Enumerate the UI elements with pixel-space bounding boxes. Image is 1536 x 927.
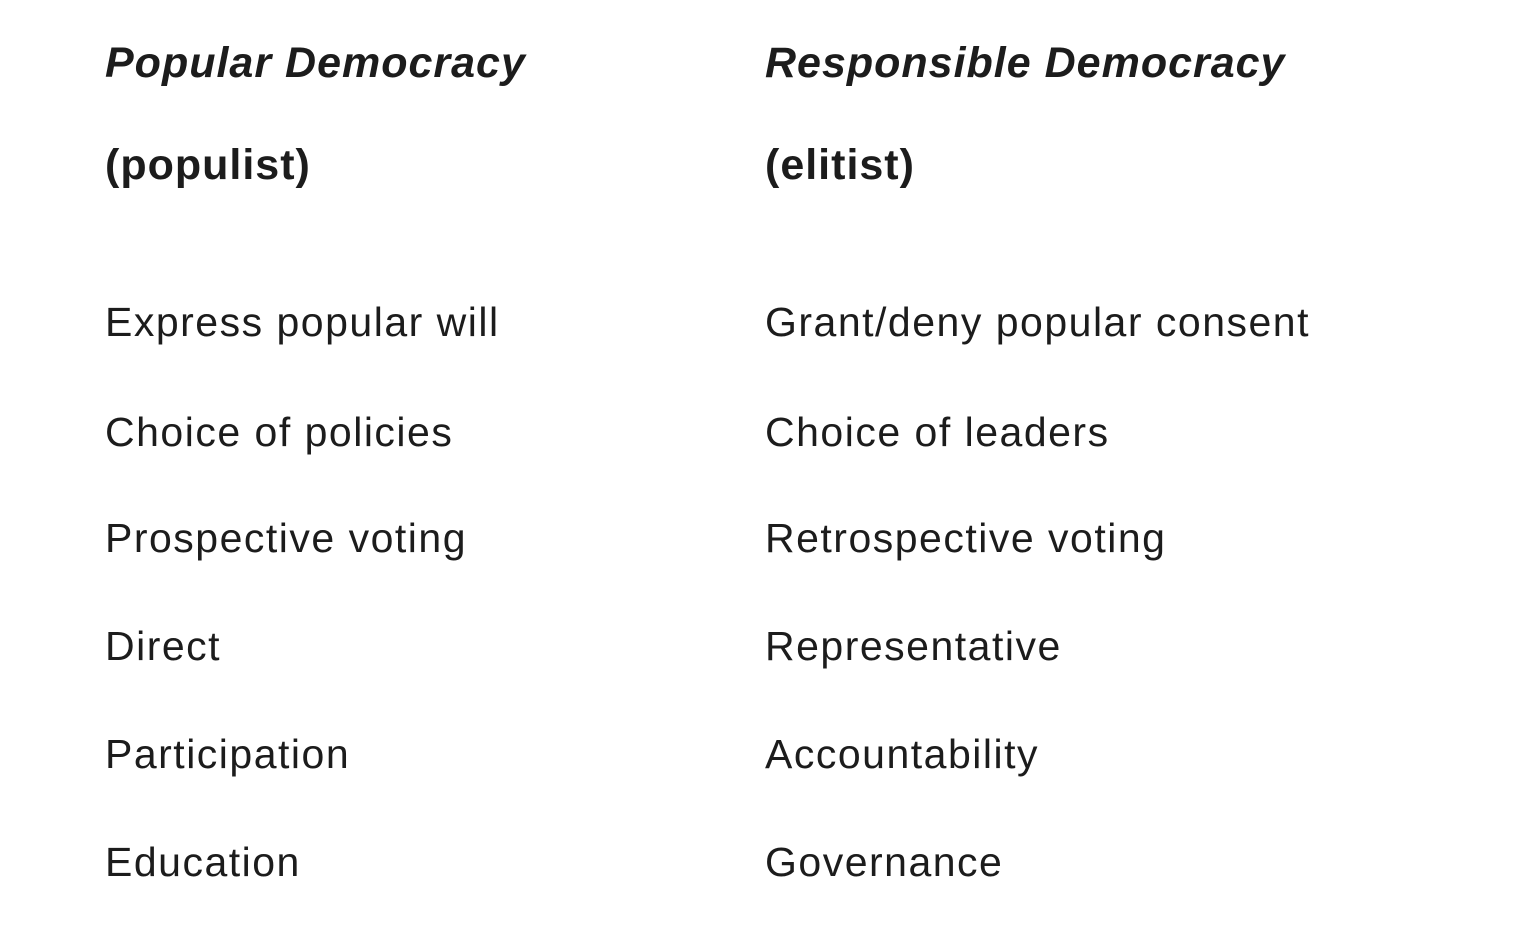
left-column-title: Popular Democracy [105, 39, 526, 87]
left-item-direct: Direct [105, 623, 222, 669]
left-column-subtitle: (populist) [105, 141, 311, 189]
right-item-choice-of-leaders: Choice of leaders [765, 409, 1110, 455]
left-item-express-popular-will: Express popular will [105, 299, 500, 345]
right-item-governance: Governance [765, 839, 1004, 885]
left-item-choice-of-policies: Choice of policies [105, 409, 454, 455]
right-column-subtitle: (elitist) [765, 141, 915, 189]
right-item-grant-deny-popular-consent: Grant/deny popular consent [765, 299, 1310, 345]
right-column-title: Responsible Democracy [765, 39, 1286, 87]
right-item-accountability: Accountability [765, 731, 1039, 777]
left-item-participation: Participation [105, 731, 351, 777]
left-item-education: Education [105, 839, 301, 885]
left-item-prospective-voting: Prospective voting [105, 515, 468, 561]
right-item-retrospective-voting: Retrospective voting [765, 515, 1167, 561]
right-item-representative: Representative [765, 623, 1062, 669]
